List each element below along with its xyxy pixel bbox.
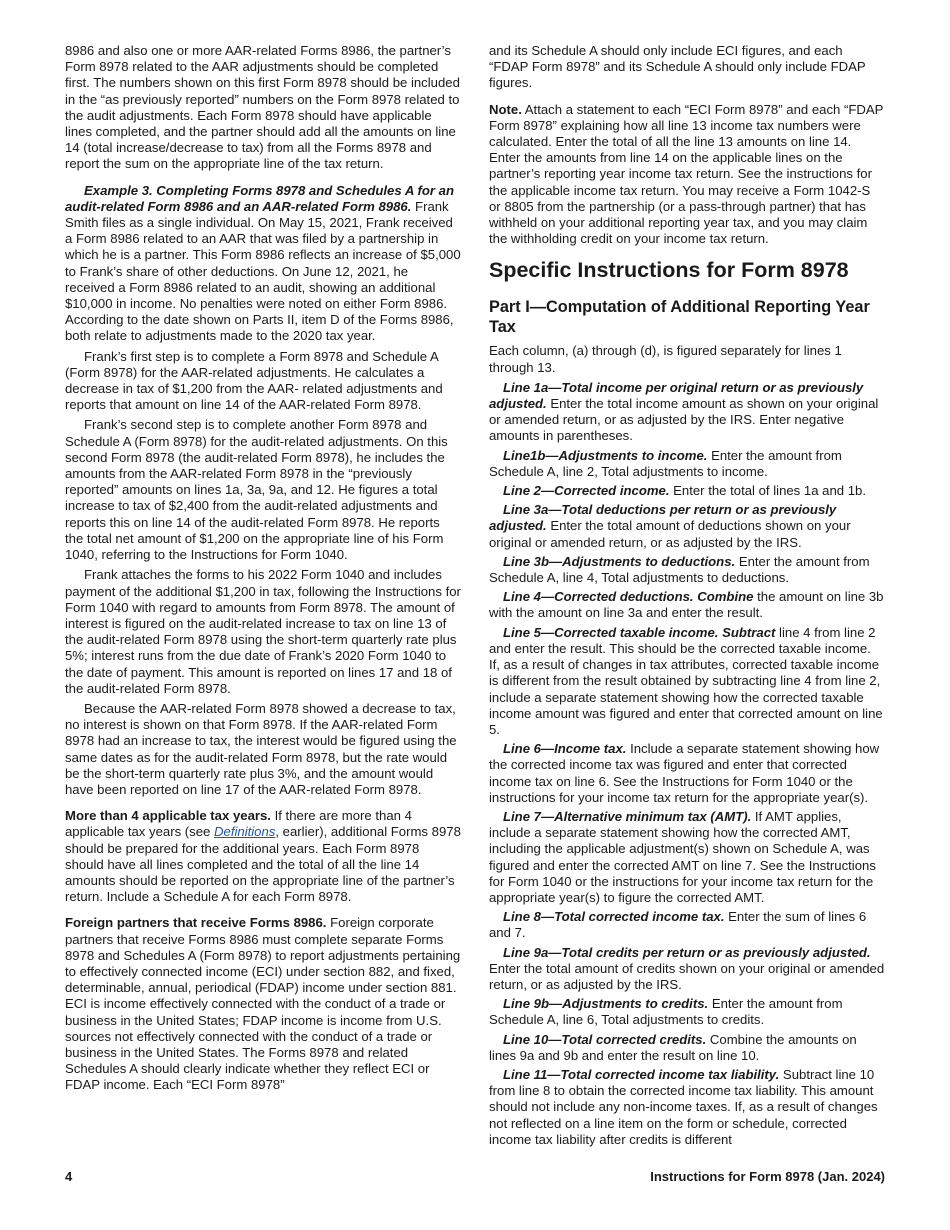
line-text: Enter the total of lines 1a and 1b. [669, 483, 867, 499]
line-text: Enter the amount from Schedule A, line 2, Total adjustments to income. [489, 447, 842, 479]
definitions-link[interactable]: Definitions [214, 824, 276, 840]
section-title: Specific Instructions for Form 8978 [489, 258, 849, 283]
line-text-after: line 4 from line 2 and enter the result. This should be the corrected taxable income. If, as a result of changes in tax attributes, corrected taxable income is different from the result obtained by subtracting line 4 from line 2, include a separate statement showing how the corrected taxable income amount was figured and enter that corrected amount on line 5. [489, 624, 883, 737]
line-instruction-9b [489, 996, 885, 1028]
eci-continuation-paragraph: and its Schedule A should only include ECI figures, and each “FDAP Form 8978” and its Schedule A should only include FDAP figures. [489, 43, 866, 91]
line-text: Enter the amount from Schedule A, line 6, Total adjustments to credits. [489, 996, 843, 1028]
line-label: Line 5—Corrected taxable income. [503, 624, 719, 640]
foreign-partners-paragraph [65, 915, 461, 1093]
note-label: Note. [489, 101, 522, 117]
note-body: Attach a statement to each “ECI Form 8978” and each “FDAP Form 8978” explaining how all line 13 income tax numbers were calculated. Enter the total of all the line 13 amounts on line 14. Enter the amounts from line 14 on the applicable lines on the partner’s reporting year income tax return. See the instructions for the applicable income tax return. You may receive a Form 1042-S or 8805 from the partnership (or a pass-through partner) that has withheld on your additional reporting year tax, and you may claim the withholding credit on your income tax return. [489, 101, 884, 247]
foreign-partners-heading: Foreign partners that receive Forms 8986. [65, 915, 327, 931]
line-text: Subtract line 10 from line 8 to obtain the corrected income tax liability. This amount should not include any non-income taxes. If, as a result of changes not reflected on a line item on the form or schedule, corrected income tax liability after credits is different [489, 1066, 878, 1147]
line-instruction-1b [489, 448, 885, 480]
foreign-partners-body: Foreign corporate partners that receive Forms 8986 must complete separate Forms 8978 and Schedules A (Form 8978) to report adjustments pertaining to effectively connected income (ECI) under section 882, and fixed, determinable, annual, periodical (FDAP) income under section 881. ECI is income effectively connected with the conduct of a trade or business in the United States; FDAP income is income from U.S. sources not effectively connected with the conduct of a trade or business in the United States. The Forms 8978 and related Schedules A should clearly indicate whether they reflect ECI or FDAP income. Each “ECI Form 8978” [65, 915, 461, 1093]
line-label: Line 9a—Total credits per return or as previously adjusted. [503, 944, 871, 960]
line-instruction-8 [489, 909, 885, 941]
line-label: Line 7—Alternative minimum tax (AMT). [503, 808, 752, 824]
first-step-paragraph: Frank’s first step is to complete a Form 8978 and Schedule A (Form 8978) for the AAR-related adjustments. He calculates a decrease in tax of $1,200 from the AAR- related adjustments and reports that amount on line 14 of the AAR-related Form 8978. [65, 348, 443, 413]
line-text: Enter the total amount of deductions shown on your original or amended return, or as adjusted by the IRS. [489, 518, 851, 550]
line-instruction-9a [489, 945, 885, 994]
line-instruction-7 [489, 809, 885, 906]
page-number: 4 [65, 1169, 73, 1184]
more-than-4-paragraph [65, 808, 461, 905]
line-instruction-10 [489, 1032, 885, 1064]
line-text: Enter the total amount of credits shown on your original or amended return, or as adjusted by the IRS. [489, 960, 885, 992]
line-emphasis: Subtract [722, 624, 776, 640]
line-text-after: the amount on line 3b with the amount on line 3a and enter the result. [489, 589, 884, 621]
document-title: Instructions for Form 8978 (Jan. 2024) [650, 1169, 885, 1184]
line-text: Enter the total income amount as shown on your original or amended return, or as adjusted by the IRS. Enter negative amounts in parentheses. [489, 396, 879, 444]
line-text: Enter the amount from Schedule A, line 4, Total adjustments to deductions. [489, 553, 870, 586]
line-label: Line 11—Total corrected income tax liability. [503, 1066, 780, 1082]
line-label: Line 6—Income tax. [503, 741, 627, 757]
more-than-4-text-post: , earlier), additional Forms 8978 should be prepared for the additional years. Each Form 8978 should have all lines completed and the total of all the line 14 amounts should be reported on the appropriate line of the partner’s return. Include a Schedule A for each Form 8978. [65, 824, 461, 905]
part-1-title: Part I—Computation of Additional Reporting Year Tax [489, 298, 870, 337]
part-1-intro: Each column, (a) through (d), is figured separately for lines 1 through 13. [489, 343, 842, 375]
line-text: Combine the amounts on lines 9a and 9b and enter the result on line 10. [489, 1031, 857, 1063]
intro-paragraph: 8986 and also one or more AAR-related Forms 8986, the partner’s Form 8978 related to the AAR adjustments should be completed first. The numbers shown on this first Form 8978 should be included in the “as previously reported” numbers on the Form 8978 related to the audit adjustments. Each Form 8978 should have applicable lines completed, and the partner should add all the amounts on line 14 (total increase/decrease to tax) from all the Forms 8978 and report the sum on the appropriate line of the tax return. [65, 43, 460, 172]
line-text: If AMT applies, include a separate statement showing how the corrected AMT, including the applicable adjustment(s) shown on Schedule A, was figured and enter the corrected AMT on line 7. See the Instructions for Form 1040 or the instructions for your income tax return for the appropriate year(s) to figure the corrected AMT. [489, 808, 876, 905]
line-label: Line 2—Corrected income. [503, 483, 670, 499]
line-label: Line 8—Total corrected income tax. [503, 909, 725, 925]
attaches-paragraph: Frank attaches the forms to his 2022 Form 1040 and includes payment of the additional $1,200 in tax, following the Instructions for Form 1040 with regard to amounts from Form 8978. The amount of interest is figured on the audit-related increase to tax on line 13 of the audit-related Form 8978 using the short-term quarterly rate plus 5%; interest runs from the due date of Frank’s 2020 Form 1040 to the date of payment. This amount is reported on lines 17 and 18 of the audit-related Form 8978. [65, 567, 461, 696]
line-text: Enter the sum of lines 6 and 7. [489, 909, 867, 941]
line-label: Line 3a—Total deductions per return or as previously adjusted. [489, 502, 837, 534]
line-emphasis: Combine [697, 589, 754, 605]
second-step-paragraph: Frank’s second step is to complete another Form 8978 and Schedule A (Form 8978) for the audit-related adjustments. On this second Form 8978 (the audit-related Form 8978), he includes the amounts from the AAR-related Form 8978 in the “previously reported” amounts on lines 1a, 3a, 9a, and 12. He figures a total increase to tax of $2,400 from the audit-related adjustments and reports this on line 14 of the audit-related Form 8978. He reports the total net amount of $1,200 on the appropriate line of his Form 1040, referring to the Instructions for Form 1040. [65, 417, 448, 563]
line-instruction-3a [489, 502, 885, 551]
more-than-4-text-pre: If there are more than 4 applicable tax years (see [65, 808, 412, 840]
example-3-heading: Example 3. Completing Forms 8978 and Schedules A for an audit-related Form 8986 and an AAR-related Form 8986. [65, 182, 454, 214]
example-3-body: Frank Smith files as a single individual. On May 15, 2021, Frank received a Form 8986 related to an AAR that was filed by a partnership in which he is a partner. This Form 8986 reflects an increase of $5,000 to Frank’s share of other deductions. On June 12, 2021, he received a Form 8986 related to an audit, showing an additional $10,000 in income. No penalties were noted on either Form 8986. According to the date shown on Parts II, item D of the Forms 8986, both relate to adjustments made to the 2020 tax year. [65, 198, 461, 344]
line-label: Line 3b—Adjustments to deductions. [503, 553, 736, 569]
line-label: Line 1a—Total income per original return or as previously adjusted. [489, 379, 864, 412]
line-label: Line 9b—Adjustments to credits. [503, 996, 709, 1012]
line-label: Line 10—Total corrected credits. [503, 1031, 707, 1047]
example-3-paragraph [65, 183, 461, 345]
line-instruction-11 [489, 1067, 885, 1148]
because-paragraph: Because the AAR-related Form 8978 showed a decrease to tax, no interest is shown on that Form 8978. If the AAR-related Form 8978 had an increase to tax, the interest would be figured using the same dates as for the audit-related Form 8978, but the rate would be the short-term quarterly rate plus 3%, and the amount would have been reported on line 17 of the AAR-related Form 8978. [65, 700, 457, 797]
line-instruction-6 [489, 741, 885, 806]
line-instruction-2 [489, 483, 885, 499]
line-instructions-list [489, 380, 885, 1148]
line-label: Line 4—Corrected deductions. [503, 589, 694, 605]
line-instruction-1a [489, 380, 885, 445]
more-than-4-heading: More than 4 applicable tax years. [65, 808, 271, 824]
note-paragraph [489, 102, 885, 248]
line-instruction-4 [489, 589, 885, 621]
left-column [65, 43, 461, 1098]
line-instruction-3b [489, 554, 885, 586]
line-text: Include a separate statement showing how the corrected income tax was figured and enter that corrected income tax on line 6. See the Instructions for Form 1040 or the instructions for your income tax return for the appropriate year(s). [489, 741, 880, 805]
line-instruction-5 [489, 625, 885, 738]
line-label: Line1b—Adjustments to income. [503, 447, 708, 463]
right-column [489, 43, 885, 1151]
